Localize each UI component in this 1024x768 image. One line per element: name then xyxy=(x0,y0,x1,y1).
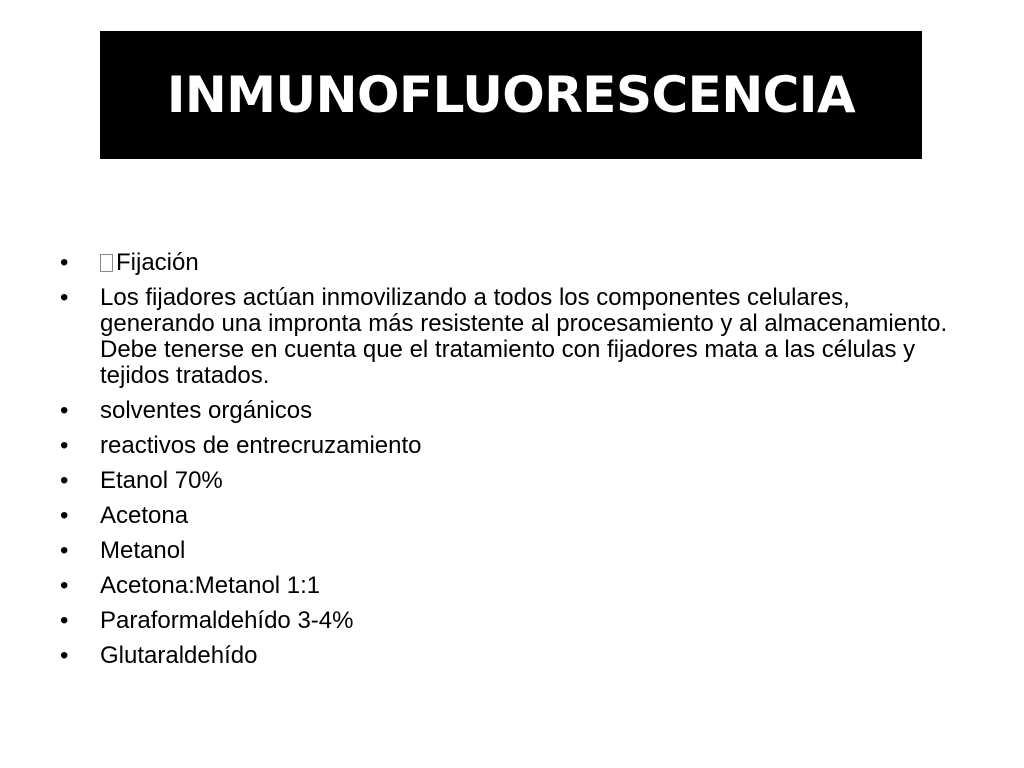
bullet-icon: • xyxy=(60,432,69,459)
list-item-text: reactivos de entrecruzamiento xyxy=(100,432,422,459)
list-item-text: Fijación xyxy=(116,249,199,276)
bullet-icon: • xyxy=(60,607,69,634)
list-item-text: Los fijadores actúan inmovilizando a todos los componentes celulares, generando una impronta más resistente al procesamiento y al almacenamiento. Debe tenerse en cuenta que el tratamiento con fijadores mata a las células y tejidos tratados. xyxy=(100,284,948,389)
bullet-icon: • xyxy=(60,572,69,599)
list-item-text: Metanol xyxy=(100,537,186,564)
bullet-icon: • xyxy=(60,467,69,494)
title-banner xyxy=(100,31,922,159)
list-item xyxy=(0,503,1024,529)
bullet-icon: • xyxy=(60,397,69,424)
list-item-text: Acetona xyxy=(100,502,189,529)
list-item xyxy=(0,433,1024,459)
list-item-text: Glutaraldehído xyxy=(100,642,258,669)
list-item xyxy=(0,398,1024,424)
list-item xyxy=(0,573,1024,599)
bullet-icon: • xyxy=(60,642,69,669)
list-item xyxy=(0,538,1024,564)
bullet-icon: • xyxy=(60,502,69,529)
list-item-text: Paraformaldehído 3-4% xyxy=(100,607,354,634)
list-item-fijacion xyxy=(0,250,1024,276)
bullet-icon: • xyxy=(60,284,69,311)
slide-title: INMUNOFLUORESCENCIA xyxy=(166,66,856,124)
list-item xyxy=(0,643,1024,669)
list-item-text: solventes orgánicos xyxy=(100,397,313,424)
list-item xyxy=(0,608,1024,634)
list-item-description xyxy=(0,285,1024,389)
list-item xyxy=(0,468,1024,494)
list-item-text: Acetona:Metanol 1:1 xyxy=(100,572,321,599)
missing-glyph-icon xyxy=(100,254,113,272)
bullet-icon: • xyxy=(60,537,69,564)
bullet-list xyxy=(0,250,1024,678)
bullet-icon: • xyxy=(60,249,69,276)
list-item-text: Etanol 70% xyxy=(100,467,223,494)
